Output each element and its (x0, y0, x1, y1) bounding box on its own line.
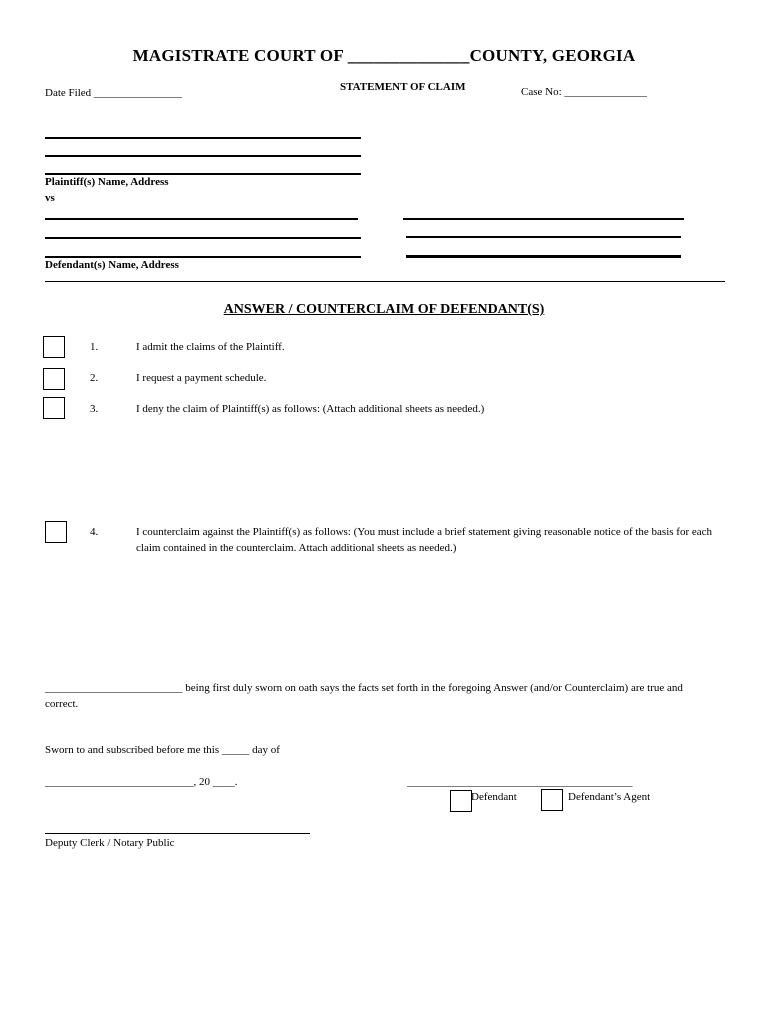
answer-heading: ANSWER / COUNTERCLAIM OF DEFENDANT(S) (223, 302, 545, 317)
item-4-text: I counterclaim against the Plaintiff(s) as follows: (You must include a brief statement giving reasonable notice of the basis for each claim contained in the counterclaim. Attach additional sheets as needed.) (136, 526, 713, 554)
date-filed-field[interactable]: Date Filed ________________ (45, 87, 182, 99)
defendant-line-2[interactable] (45, 237, 361, 239)
statement-of-claim-label: STATEMENT OF CLAIM (340, 81, 466, 93)
plaintiff-line-3[interactable] (45, 173, 361, 175)
item-1-number: 1. (90, 341, 99, 353)
date-line[interactable]: ___________________________, 20 ____. (45, 776, 238, 788)
signature-line[interactable]: _________________________________________ (407, 776, 633, 788)
defendant-label: Defendant (471, 791, 517, 803)
right-line-1[interactable] (403, 218, 684, 220)
oath-statement-end: correct. (45, 698, 79, 710)
plaintiff-name-label: Plaintiff(s) Name, Address (45, 176, 169, 188)
item-1-text: I admit the claims of the Plaintiff. (136, 341, 285, 353)
vs-label: vs (45, 192, 55, 204)
payment-schedule-checkbox[interactable] (43, 368, 65, 390)
oath-statement: _________________________ being first duly sworn on oath says the facts set forth in the foregoing Answer (and/or Counterclaim) are true and (45, 682, 683, 694)
item-3-text: I deny the claim of Plaintiff(s) as follows: (Attach additional sheets as needed.) (136, 403, 485, 415)
defendant-agent-checkbox[interactable] (541, 789, 563, 811)
section-divider (45, 281, 725, 282)
defendant-checkbox[interactable] (450, 790, 472, 812)
clerk-signature-line[interactable] (45, 833, 310, 834)
deny-claim-checkbox[interactable] (43, 397, 65, 419)
defendant-line-3[interactable] (45, 256, 361, 258)
defendant-line-1[interactable] (45, 218, 358, 220)
item-3-number: 3. (90, 403, 99, 415)
case-number-field[interactable]: Case No: _______________ (521, 86, 647, 98)
form-title: MAGISTRATE COURT OF ______________COUNTY, GEORGIA (132, 46, 636, 65)
right-line-2[interactable] (406, 236, 681, 238)
plaintiff-line-2[interactable] (45, 155, 361, 157)
defendant-name-label: Defendant(s) Name, Address (45, 259, 179, 271)
admit-claims-checkbox[interactable] (43, 336, 65, 358)
right-line-3[interactable] (406, 255, 681, 258)
counterclaim-checkbox[interactable] (45, 521, 67, 543)
deputy-clerk-label: Deputy Clerk / Notary Public (45, 837, 175, 849)
item-4-number: 4. (90, 526, 99, 538)
item-2-number: 2. (90, 372, 99, 384)
item-2-text: I request a payment schedule. (136, 372, 267, 384)
sworn-statement: Sworn to and subscribed before me this _____ day of (45, 744, 280, 756)
plaintiff-line-1[interactable] (45, 137, 361, 139)
defendant-agent-label: Defendant’s Agent (568, 791, 651, 803)
